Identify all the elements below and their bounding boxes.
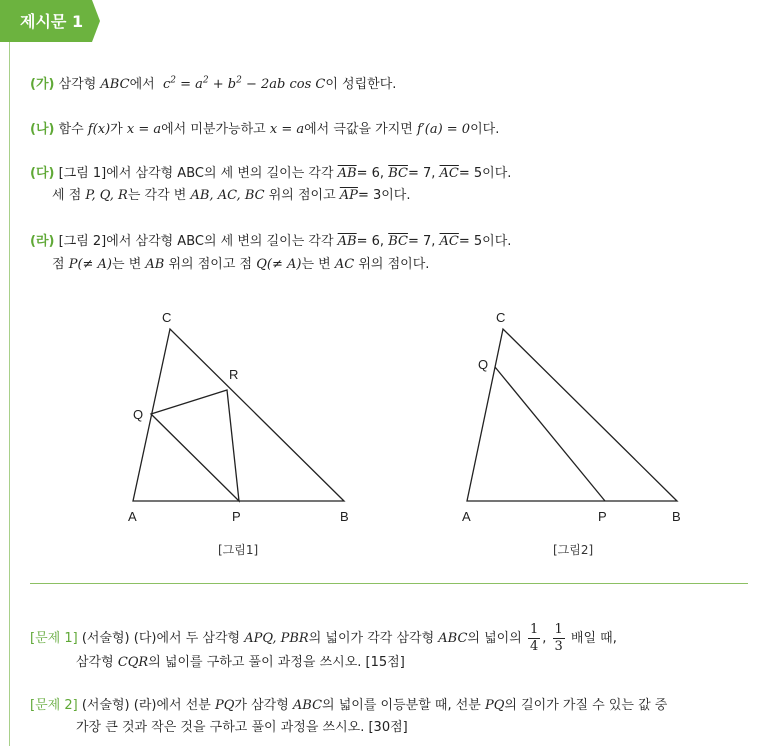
problem-1-line1: [문제 1] (서술형) (다)에서 두 삼각형 APQ, PBR의 넓이가 각각 삼각형 ABC의 넓이의 $\frac{1}{4}$ , $\frac{1}{3}$ 배일 때, (30, 622, 617, 654)
figure-2 (455, 305, 700, 535)
fig2-triangle-abc (467, 329, 677, 501)
item-ga: (가) 삼각형 ABC에서 $c^2 = a^2 + b^2 - 2ab$ cos C이 성립한다. (30, 75, 397, 92)
problem-2-line2: 가장 큰 것과 작은 것을 구하고 풀이 과정을 쓰시오. [30점] (76, 720, 408, 735)
fig1-triangle-abc (133, 329, 344, 501)
header-tab (0, 0, 100, 42)
fraction-one-quarter: $\frac{1}{4}$ (529, 622, 539, 654)
fig1-label-r: R (229, 367, 239, 382)
item-na: (나) 함수 f(x)가 x = a에서 미분가능하고 x = a에서 극값을 가지면 f′(a) = 0이다. (30, 122, 500, 137)
problem-2-label: [문제 2] (30, 698, 78, 713)
fig1-caption: [그림1] (218, 543, 259, 557)
fig2-label-c: C (496, 310, 506, 325)
fraction-one-third: $\frac{1}{3}$ (554, 622, 563, 654)
problem-1-line2: 삼각형 CQR의 넓이를 구하고 풀이 과정을 쓰시오. [15점] (76, 655, 405, 670)
item-da-line2: 세 점 P, Q, R는 각각 변 AB, AC, BC 위의 점이고 $\overline{AP}= 3$이다. (52, 188, 411, 203)
section-divider (30, 583, 748, 584)
fig2-caption: [그림2] (553, 543, 594, 557)
fig1-triangle-pqr (151, 390, 239, 501)
item-da-line1: (다) [그림 1]에서 삼각형 ABC의 세 변의 길이는 각각 $\overline{AB}= 6$, $\overline{BC}= 7$, $\overline{AC}= 5$이다. (30, 166, 512, 181)
fig2-label-b: B (672, 509, 681, 524)
item-ra-line1: (라) [그림 2]에서 삼각형 ABC의 세 변의 길이는 각각 $\overline{AB}= 6$, $\overline{BC}= 7$, $\overline{AC}= 5$이다. (30, 234, 512, 249)
fig2-label-a: A (462, 509, 471, 524)
law-of-cosines: $c^2 = a^2 + b^2 - 2ab$ cos C (162, 75, 326, 92)
header-title: 제시문 1 (20, 12, 84, 31)
fig2-label-p: P (598, 509, 607, 524)
figure-1 (120, 305, 370, 535)
fig2-label-q: Q (478, 357, 489, 372)
fig1-label-q: Q (133, 407, 144, 422)
fig2-segment-pq (495, 367, 605, 501)
item-label: (가) (30, 77, 55, 92)
problem-1-label: [문제 1] (30, 631, 78, 646)
fig1-label-a: A (128, 509, 137, 524)
fig1-label-p: P (232, 509, 241, 524)
left-rule (9, 42, 10, 746)
fig1-label-c: C (162, 310, 172, 325)
fig1-label-b: B (340, 509, 349, 524)
item-ra-line2: 점 P(≠ A)는 변 AB 위의 점이고 점 Q(≠ A)는 변 AC 위의 점이다. (52, 257, 430, 272)
problem-2-line1: [문제 2] (서술형) (라)에서 선분 PQ가 삼각형 ABC의 넓이를 이등분할 때, 선분 PQ의 길이가 가질 수 있는 값 중 (30, 698, 668, 713)
